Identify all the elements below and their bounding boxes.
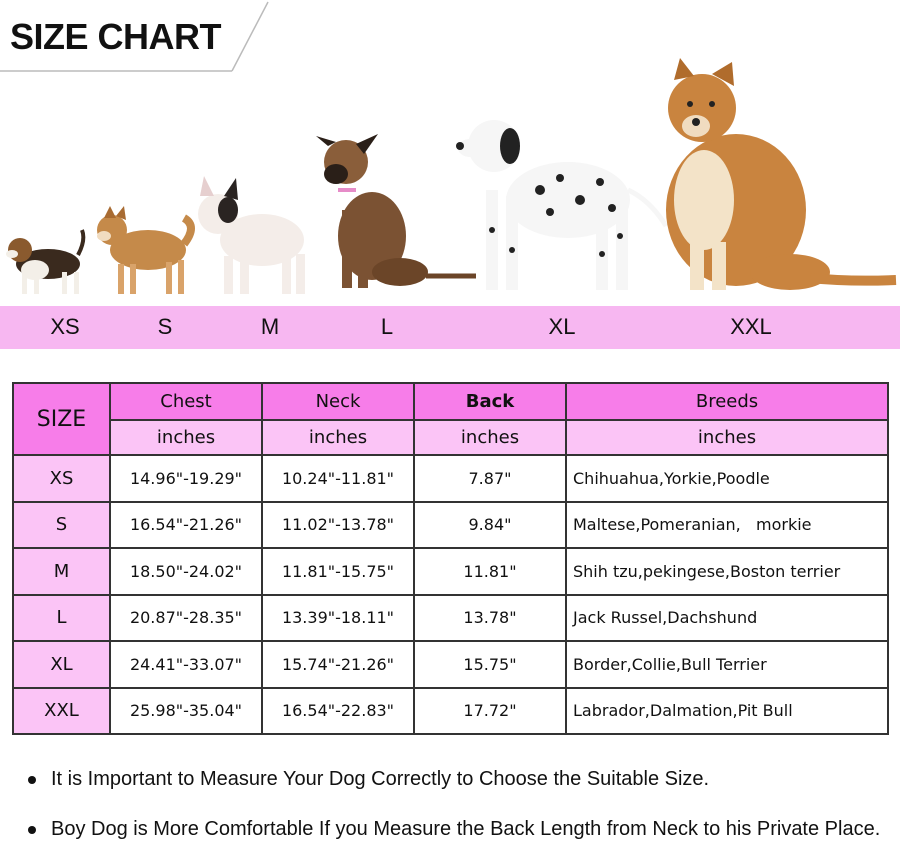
note-measure-correctly — [28, 768, 878, 792]
row-size: L — [13, 595, 110, 642]
dog-s-image — [97, 206, 191, 294]
row-chest: 18.50"-24.02" — [110, 548, 262, 595]
back-unit: inches — [414, 420, 566, 455]
note-text: Boy Dog is More Comfortable If you Measure the Back Length from Neck to his Private Place. — [51, 818, 881, 840]
dog-l-image — [316, 134, 476, 288]
breeds-unit: inches — [566, 420, 888, 455]
table-row — [13, 548, 888, 595]
row-back: 9.84" — [414, 502, 566, 549]
size-band-label-m: M — [260, 314, 280, 339]
row-chest: 25.98"-35.04" — [110, 688, 262, 735]
size-chart-table — [12, 382, 889, 735]
chest-unit: inches — [110, 420, 262, 455]
back-column-header: Back — [414, 383, 566, 420]
neck-column-header: Neck — [262, 383, 414, 420]
size-band-label-s: S — [157, 314, 173, 339]
dog-xl-image — [456, 120, 666, 290]
row-back: 15.75" — [414, 641, 566, 688]
row-chest: 20.87"-28.35" — [110, 595, 262, 642]
dog-xxl-image — [666, 58, 896, 290]
row-neck: 15.74"-21.26" — [262, 641, 414, 688]
size-band-label-xs: XS — [50, 314, 80, 339]
neck-unit: inches — [262, 420, 414, 455]
row-neck: 16.54"-22.83" — [262, 688, 414, 735]
row-size: XS — [13, 455, 110, 502]
table-row — [13, 595, 888, 642]
row-size: XL — [13, 641, 110, 688]
size-band-label-xxl: XXL — [730, 314, 772, 339]
table-row — [13, 502, 888, 549]
bullet-icon — [28, 776, 36, 784]
table-row — [13, 688, 888, 735]
chest-column-header: Chest — [110, 383, 262, 420]
row-size: M — [13, 548, 110, 595]
row-chest: 24.41"-33.07" — [110, 641, 262, 688]
row-size: XXL — [13, 688, 110, 735]
table-row — [13, 455, 888, 502]
row-back: 17.72" — [414, 688, 566, 735]
note-text: It is Important to Measure Your Dog Correctly to Choose the Suitable Size. — [51, 768, 710, 790]
row-neck: 13.39"-18.11" — [262, 595, 414, 642]
row-back: 13.78" — [414, 595, 566, 642]
table-units-row — [13, 420, 888, 455]
row-breeds: Shih tzu,pekingese,Boston terrier — [566, 548, 888, 595]
row-size: S — [13, 502, 110, 549]
bullet-icon — [28, 826, 36, 834]
row-chest: 16.54"-21.26" — [110, 502, 262, 549]
row-breeds: Chihuahua,Yorkie,Poodle — [566, 455, 888, 502]
row-back: 11.81" — [414, 548, 566, 595]
note-back-length — [28, 818, 881, 862]
dog-xs-image — [6, 230, 83, 294]
page-title: SIZE CHART — [10, 16, 221, 57]
row-breeds: Border,Collie,Bull Terrier — [566, 641, 888, 688]
table-row — [13, 641, 888, 688]
row-neck: 10.24"-11.81" — [262, 455, 414, 502]
row-breeds: Labrador,Dalmation,Pit Bull — [566, 688, 888, 735]
dog-m-image — [198, 176, 305, 294]
row-back: 7.87" — [414, 455, 566, 502]
row-breeds: Jack Russel,Dachshund — [566, 595, 888, 642]
row-neck: 11.81"-15.75" — [262, 548, 414, 595]
size-column-header: SIZE — [13, 383, 110, 455]
row-chest: 14.96"-19.29" — [110, 455, 262, 502]
dog-lineup-illustration — [0, 50, 900, 305]
row-neck: 11.02"-13.78" — [262, 502, 414, 549]
size-band-label-l: L — [380, 314, 394, 339]
table-header-row — [13, 383, 888, 420]
size-band-label-xl: XL — [548, 314, 576, 339]
breeds-column-header: Breeds — [566, 383, 888, 420]
size-band — [0, 306, 900, 349]
row-breeds: Maltese,Pomeranian, morkie — [566, 502, 888, 549]
